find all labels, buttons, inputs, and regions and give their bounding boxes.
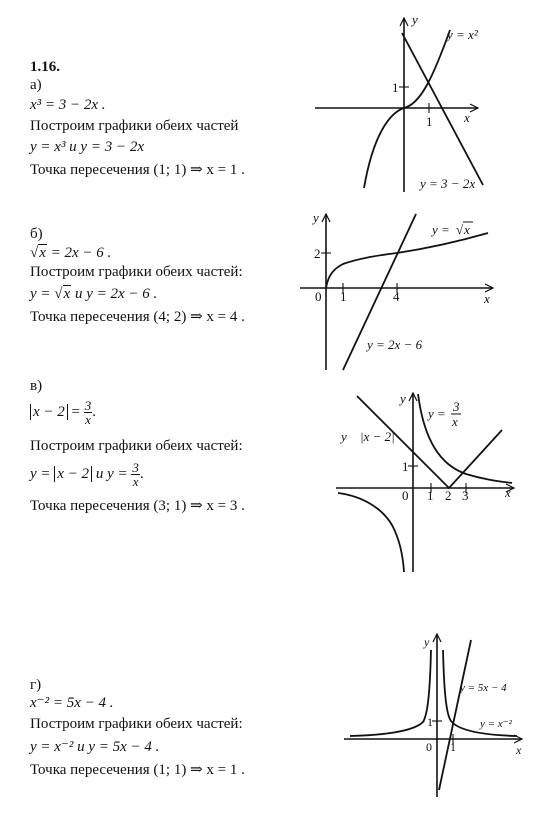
graph-b-tick-x1: 1	[340, 289, 347, 304]
graph-c-origin: 0	[402, 488, 409, 503]
part-c-eq-num: 3	[84, 398, 92, 413]
part-c-fn-den: x	[132, 474, 139, 489]
graph-a-x-label: x	[464, 110, 470, 125]
graph-c-tick-x3: 3	[462, 488, 469, 503]
part-a-answer: Точка пересечения (1; 1) ⇒ x = 1 .	[30, 162, 245, 178]
part-b-fn-part1: y =	[30, 286, 55, 302]
part-a-functions: y = x³ и y = 3 − 2x	[30, 139, 144, 155]
graph-c-frac-den: x	[452, 414, 458, 429]
part-c-eq-den: x	[85, 412, 91, 427]
part-c-functions: y = x − 2 и y = $\frac{3}{x}$ .	[30, 460, 144, 489]
part-b-label: б)	[30, 226, 43, 242]
part-b-functions: y = √x и y = 2x − 6 .	[30, 286, 158, 302]
graph-d-hyperbola-left	[350, 650, 431, 736]
part-b-eq-right: = 2x − 6 .	[50, 245, 112, 261]
part-b-eq-radicand: x	[39, 245, 46, 261]
part-c-equation: x − 2 = $\frac{3}{x}$ .	[30, 399, 96, 426]
graph-c-x-label: x	[505, 485, 511, 500]
part-d-functions: y = x⁻² и y = 5x − 4 .	[30, 739, 160, 755]
graph-b-y-label: y	[313, 210, 319, 225]
graph-c-abs-label: |x − 2|	[360, 429, 395, 444]
part-d-label: г)	[30, 677, 42, 693]
graph-a-tick-x1: 1	[426, 114, 433, 129]
part-b-fn-part2: и y = 2x − 6 .	[71, 286, 158, 302]
part-c-answer: Точка пересечения (3; 1) ⇒ x = 3 .	[30, 498, 245, 514]
part-b-equation: √x = 2x − 6 .	[30, 245, 112, 261]
problem-number: 1.16.	[30, 59, 60, 75]
graph-c-tick-x1: 1	[427, 488, 434, 503]
part-d-answer: Точка пересечения (1; 1) ⇒ x = 1 .	[30, 762, 245, 778]
graph-a-curve2-label: y = 3 − 2x	[420, 176, 476, 191]
graph-d-curve1-label: y = 5x − 4	[460, 682, 507, 694]
graph-b-origin: 0	[315, 289, 322, 304]
graph-b-curve1-rad: x	[464, 222, 470, 237]
graph-d-origin: 0	[426, 740, 432, 754]
graph-b-curve1-root: √	[456, 222, 464, 237]
graph-c-frac-num: 3	[453, 399, 460, 414]
graph-c-tick-y1: 1	[402, 459, 409, 474]
part-c-fn-mid: и y =	[92, 465, 128, 482]
part-d-equation: x⁻² = 5x − 4 .	[30, 695, 114, 711]
graph-a-tick-y1: 1	[392, 80, 399, 95]
graph-c-abs-y: y	[341, 429, 347, 444]
graph-d-y-label: y	[424, 635, 430, 649]
part-b-build-text: Построим графики обеих частей:	[30, 264, 243, 280]
part-c-fn-abs: x − 2	[54, 466, 92, 482]
graph-d-tick-y1: 1	[427, 715, 433, 729]
graph-c-y-label: y	[400, 391, 406, 406]
graph-b-tick-x4: 4	[393, 289, 400, 304]
part-b-answer: Точка пересечения (4; 2) ⇒ x = 4 .	[30, 309, 245, 325]
graph-a-y-label: y	[412, 12, 418, 27]
part-c-eq-abs: x − 2	[30, 404, 68, 420]
graph-d-tick-x1: 1	[450, 740, 456, 754]
part-c-fn-num: 3	[132, 460, 139, 475]
part-c-label: в)	[30, 378, 43, 394]
part-a-build-text: Построим графики обеих частей	[30, 118, 239, 134]
graph-a-curve1-label: y = x²	[447, 27, 478, 42]
graph-c-frac-y: y =	[428, 406, 446, 421]
graph-b-curve1-prefix: y =	[432, 222, 450, 237]
part-a-label: а)	[30, 77, 42, 93]
part-b-fn-radicand: x	[63, 286, 71, 302]
part-c-build-text: Построим графики обеих частей:	[30, 438, 243, 454]
graph-b-curve2-label: y = 2x − 6	[367, 337, 423, 352]
graph-b-x-label: x	[484, 291, 490, 306]
part-c-fn-y: y =	[30, 465, 51, 482]
graph-b-tick-y2: 2	[314, 246, 321, 261]
graph-d-curve2-label: y = x⁻²	[480, 718, 512, 730]
graph-d-x-label: x	[516, 743, 522, 757]
part-d-build-text: Построим графики обеих частей:	[30, 716, 243, 732]
part-a-equation: x³ = 3 − 2x .	[30, 97, 106, 113]
graph-c-tick-x2: 2	[445, 488, 452, 503]
